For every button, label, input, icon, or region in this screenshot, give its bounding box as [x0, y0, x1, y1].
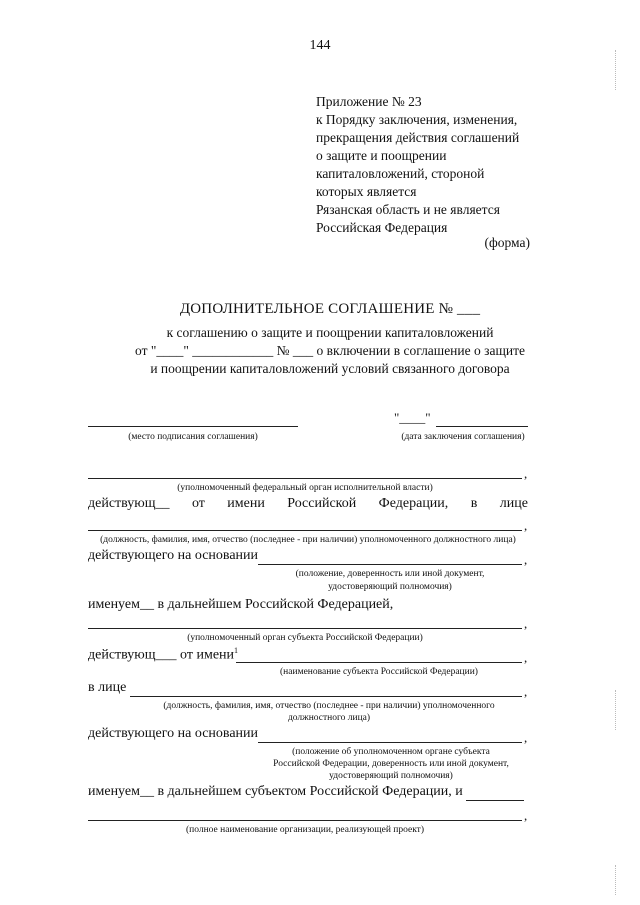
- comma: ,: [524, 466, 528, 481]
- federal-body-field-line[interactable]: [88, 478, 522, 479]
- scan-mark: [613, 50, 616, 90]
- form-note: (форма): [484, 235, 530, 250]
- basis-field-line[interactable]: [258, 564, 522, 565]
- caption-basis-2b: Российской Федерации, доверенность или иной документ,: [273, 759, 509, 769]
- named-subject-field-line[interactable]: [466, 800, 524, 801]
- subtitle-line-3: и поощрении капиталовложений условий связанного договора: [150, 361, 510, 376]
- place-field-line[interactable]: [88, 426, 298, 427]
- caption-official-2a: (должность, фамилия, имя, отчество (последнее - при наличии) уполномоченного: [163, 701, 495, 711]
- footnote-mark: 1: [234, 646, 239, 655]
- caption-basis-1a: (положение, доверенность или иной документ,: [295, 569, 485, 579]
- annex-line: о защите и поощрении: [316, 148, 447, 163]
- comma: ,: [524, 684, 528, 699]
- word: имени: [227, 496, 265, 511]
- annex-block: [316, 93, 519, 237]
- word: в: [470, 496, 478, 511]
- caption-organization: (полное наименование организации, реализующей проект): [185, 825, 424, 835]
- basis2-field-line[interactable]: [258, 742, 522, 743]
- word: от: [191, 496, 205, 511]
- in-person-label: в лице: [88, 680, 127, 695]
- word: действующ__: [88, 496, 170, 511]
- acting-basis-label-2: действующего на основании: [88, 726, 259, 741]
- named-rf: именуем__ в дальнейшем Российской Федерацией,: [88, 597, 394, 612]
- caption-official-2b: должностного лица): [287, 713, 371, 723]
- annex-line: Рязанская область и не является: [316, 202, 500, 217]
- regional-body-field-line[interactable]: [88, 628, 522, 629]
- annex-line: к Порядку заключения, изменения,: [316, 112, 518, 127]
- caption-official-1: (должность, фамилия, имя, отчество (последнее - при наличии) уполномоченного должностного лица): [100, 535, 516, 545]
- comma: ,: [524, 552, 528, 567]
- acting-basis-label: действующего на основании: [88, 548, 259, 563]
- official-field-line[interactable]: [88, 530, 522, 531]
- named-subject: именуем__ в дальнейшем субъектом Российской Федерации, и: [88, 784, 463, 799]
- caption-place: (место подписания соглашения): [128, 432, 258, 442]
- page-number: 144: [309, 38, 331, 53]
- acting-on-behalf-text: действующ___ от имени: [88, 647, 235, 663]
- comma: ,: [524, 730, 528, 745]
- official2-field-line[interactable]: [130, 696, 522, 697]
- document-title: ДОПОЛНИТЕЛЬНОЕ СОГЛАШЕНИЕ № ___: [179, 301, 481, 317]
- subtitle-line-1: к соглашению о защите и поощрении капиталовложений: [166, 325, 494, 340]
- caption-basis-2a: (положение об уполномоченном органе субъекта: [292, 747, 490, 757]
- comma: ,: [524, 518, 528, 533]
- subject-name-field-line[interactable]: [236, 662, 522, 663]
- scan-mark: [613, 865, 616, 895]
- annex-line: прекращения действия соглашений: [316, 130, 520, 145]
- caption-subject-name: (наименование субъекта Российской Федерации): [280, 667, 478, 677]
- word: лице: [499, 496, 528, 511]
- date-field-line[interactable]: [436, 426, 528, 427]
- comma: ,: [524, 808, 528, 823]
- annex-line: которых является: [316, 184, 417, 199]
- annex-line: Приложение № 23: [316, 94, 422, 109]
- subtitle-line-2: от "____" ____________ № ___ о включении в соглашение о защите: [135, 343, 525, 358]
- comma: ,: [524, 650, 528, 665]
- word: Российской: [287, 496, 357, 511]
- caption-basis-1b: удостоверяющий полномочия): [328, 582, 452, 592]
- caption-basis-2c: удостоверяющий полномочия): [329, 771, 453, 781]
- word: Федерации,: [378, 496, 449, 511]
- comma: ,: [524, 616, 528, 631]
- annex-line: Российская Федерация: [316, 220, 448, 235]
- caption-regional-body: (уполномоченный орган субъекта Российской Федерации): [187, 633, 423, 643]
- caption-date: (дата заключения соглашения): [401, 432, 525, 442]
- scan-mark: [613, 690, 616, 730]
- acting-on-behalf-label: [88, 646, 238, 664]
- acting-on-behalf-rf: [88, 496, 528, 512]
- organization-field-line[interactable]: [88, 820, 522, 821]
- caption-federal-body: (уполномоченный федеральный орган исполнительной власти): [177, 483, 433, 493]
- date-quotes: "____": [394, 410, 431, 425]
- annex-line: капиталовложений, стороной: [316, 166, 485, 181]
